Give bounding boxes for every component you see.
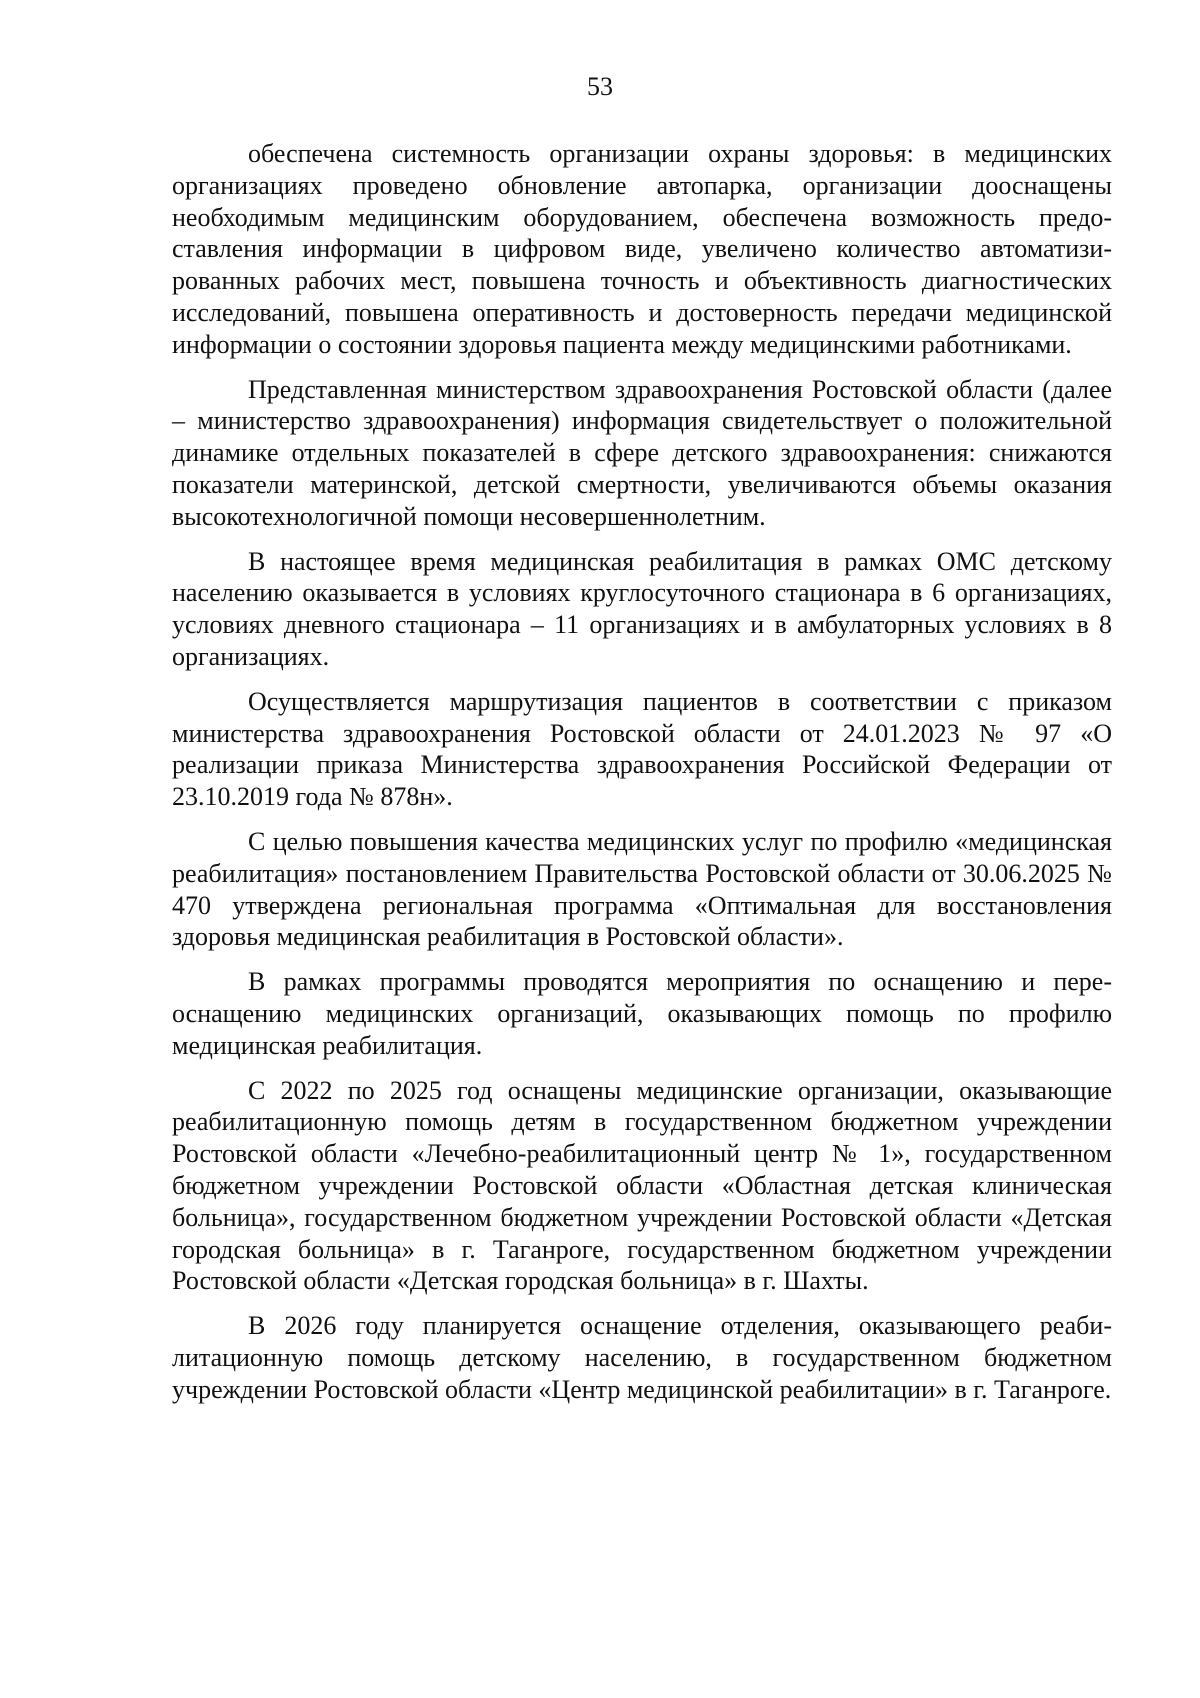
paragraph-regional-program: С целью повышения качества медицинских услуг по профилю «медицинская реабилитация» постановлением Правительства Ростовской области от 30.06.2025 № 470 утверждена региональная программа «Оптимальная для восстановления здоровья медицинская реабилитация в Ростовской области». [172, 826, 1112, 952]
page-number: 53 [587, 72, 613, 101]
paragraph-continuation: обеспечена системность организации охраны здоровья: в медицинских организациях проведено обновление автопарка, организации дооснащены необходимым медицинским оборудованием, обеспечена возможность предоставления информации в цифровом виде, увеличено количество автоматизированных рабочих мест, повышена точность и объективность диагностических исследований, повышена оперативность и достоверность передачи медицинской информации о состоянии здоровья пациента между медицинскими работниками. [172, 139, 1112, 359]
document-body [172, 138, 1112, 1418]
paragraph-patient-routing: Осуществляется маршрутизация пациентов в соответствии с приказом министерства здравоохранения Ростовской области от 24.01.2023 № 97 «О реализации приказа Министерства здравоохранения Российской Федерации от 23.10.2019 года № 878н». [172, 686, 1112, 812]
paragraph-equipped-organizations: С 2022 по 2025 год оснащены медицинские организации, оказывающие реабилитационную помощь детям в государственном бюджетном учреждении Ростовской области «Лечебно-реабилитационный центр № 1», государственном бюджетном учреждении Ростовской области «Областная детская клиническая больница», государственном бюджетном учреждении Ростовской области «Детская городская больница» в г. Таганроге, государственном бюджетном учреждении Ростовской области «Детская городская больница» в г. Шахты. [172, 1075, 1112, 1296]
paragraph-program-activities: В рамках программы проводятся мероприятия по оснащению и переоснащению медицинских организаций, оказывающих помощь по профилю медицинская реабилитация. [172, 967, 1112, 1060]
paragraph-rehabilitation-oms: В настоящее время медицинская реабилитация в рамках ОМС детскому населению оказывается в условиях круглосуточного стационара в 6 организациях, условиях дневного стационара – 11 организациях и в амбулаторных условиях в 8 организациях. [172, 546, 1112, 671]
paragraph-2026-plans: В 2026 году планируется оснащение отделения, оказывающего реабилитационную помощь детскому населению, в государственном бюджетном учреждении Ростовской области «Центр медицинской реабилитации» в г. Таганроге. [172, 1311, 1112, 1404]
paragraph-ministry-info: Представленная министерством здравоохранения Ростовской области (далее – министерство здравоохранения) информация свидетельствует о положительной динамике отдельных показателей в сфере детского здравоохранения: снижаются показатели материнской, детской смертности, увеличиваются объемы оказания высокотехнологичной помощи несовершеннолетним. [172, 374, 1112, 531]
